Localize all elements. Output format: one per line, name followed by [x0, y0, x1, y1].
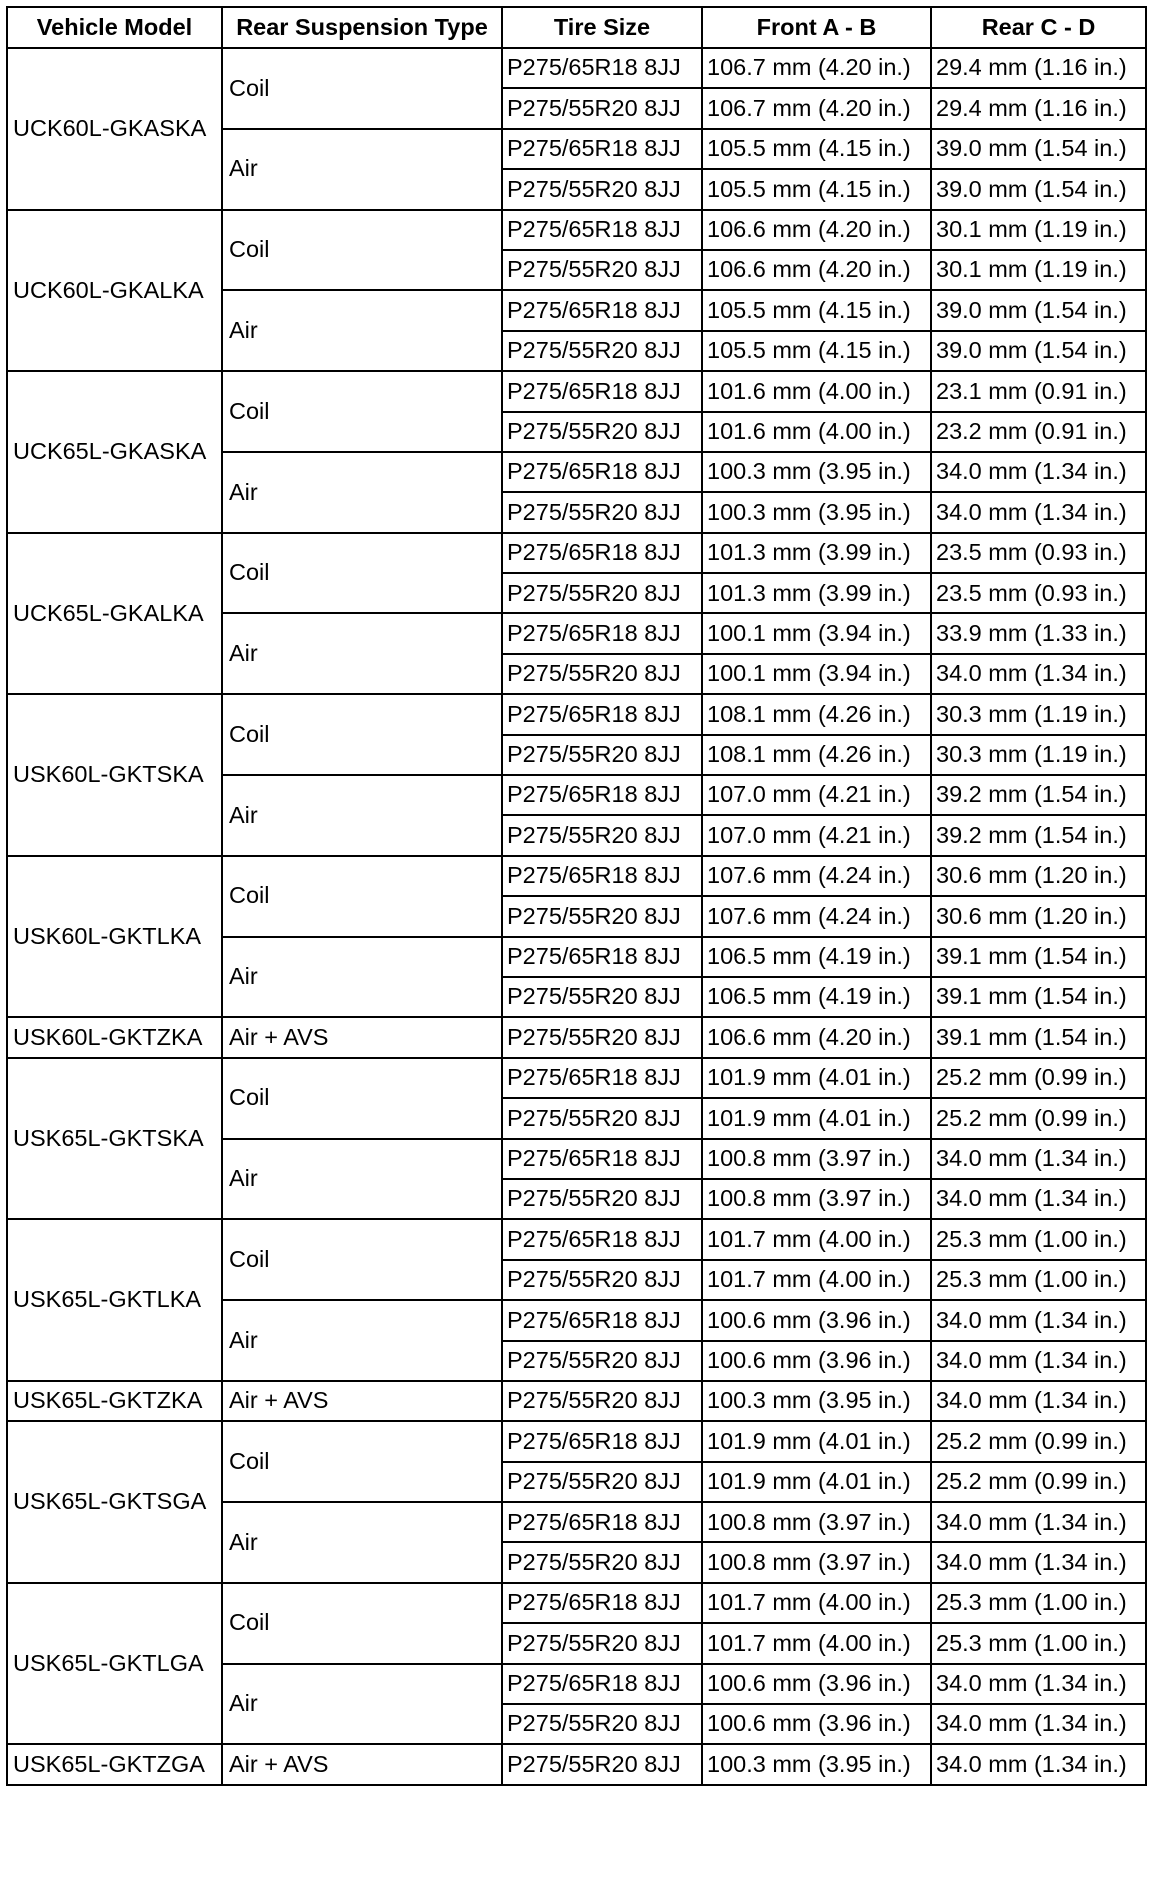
- front-a-b-cell: 106.6 mm (4.20 in.): [702, 1017, 931, 1057]
- rear-c-d-cell: 34.0 mm (1.34 in.): [931, 1502, 1146, 1542]
- rear-c-d-cell: 29.4 mm (1.16 in.): [931, 88, 1146, 128]
- tire-size-cell: P275/65R18 8JJ: [502, 210, 702, 250]
- front-a-b-cell: 101.7 mm (4.00 in.): [702, 1583, 931, 1623]
- table-row: [7, 1421, 1146, 1461]
- rear-c-d-cell: 34.0 mm (1.34 in.): [931, 492, 1146, 532]
- rear-c-d-cell: 39.1 mm (1.54 in.): [931, 977, 1146, 1017]
- front-a-b-cell: 106.6 mm (4.20 in.): [702, 250, 931, 290]
- front-a-b-cell: 101.9 mm (4.01 in.): [702, 1421, 931, 1461]
- front-a-b-cell: 108.1 mm (4.26 in.): [702, 735, 931, 775]
- suspension-type-cell: Coil: [222, 1058, 502, 1139]
- front-a-b-cell: 100.3 mm (3.95 in.): [702, 492, 931, 532]
- vehicle-model-cell: USK65L-GKTSKA: [7, 1058, 222, 1220]
- rear-c-d-cell: 39.0 mm (1.54 in.): [931, 331, 1146, 371]
- front-a-b-cell: 101.6 mm (4.00 in.): [702, 371, 931, 411]
- front-a-b-cell: 106.5 mm (4.19 in.): [702, 977, 931, 1017]
- suspension-type-cell: Air: [222, 1300, 502, 1381]
- rear-c-d-cell: 34.0 mm (1.34 in.): [931, 1381, 1146, 1421]
- tire-size-cell: P275/55R20 8JJ: [502, 977, 702, 1017]
- tire-size-cell: P275/65R18 8JJ: [502, 1664, 702, 1704]
- front-a-b-cell: 107.6 mm (4.24 in.): [702, 856, 931, 896]
- front-a-b-cell: 100.3 mm (3.95 in.): [702, 1381, 931, 1421]
- tire-size-cell: P275/55R20 8JJ: [502, 1744, 702, 1784]
- front-a-b-cell: 105.5 mm (4.15 in.): [702, 290, 931, 330]
- vehicle-model-cell: UCK65L-GKALKA: [7, 533, 222, 695]
- table-row: [7, 1058, 1146, 1098]
- front-a-b-cell: 100.3 mm (3.95 in.): [702, 1744, 931, 1784]
- tire-size-cell: P275/55R20 8JJ: [502, 1260, 702, 1300]
- front-a-b-cell: 101.9 mm (4.01 in.): [702, 1462, 931, 1502]
- suspension-type-cell: Air: [222, 452, 502, 533]
- table-header: [7, 7, 1146, 48]
- table-row: [7, 210, 1146, 250]
- rear-c-d-cell: 30.6 mm (1.20 in.): [931, 896, 1146, 936]
- suspension-type-cell: Air + AVS: [222, 1017, 502, 1057]
- rear-c-d-cell: 39.2 mm (1.54 in.): [931, 815, 1146, 855]
- front-a-b-cell: 100.1 mm (3.94 in.): [702, 654, 931, 694]
- front-a-b-cell: 100.6 mm (3.96 in.): [702, 1300, 931, 1340]
- tire-size-cell: P275/55R20 8JJ: [502, 654, 702, 694]
- rear-c-d-cell: 34.0 mm (1.34 in.): [931, 452, 1146, 492]
- front-a-b-cell: 100.8 mm (3.97 in.): [702, 1179, 931, 1219]
- rear-c-d-cell: 39.0 mm (1.54 in.): [931, 169, 1146, 209]
- front-a-b-cell: 106.7 mm (4.20 in.): [702, 88, 931, 128]
- front-a-b-cell: 100.6 mm (3.96 in.): [702, 1341, 931, 1381]
- tire-size-cell: P275/55R20 8JJ: [502, 815, 702, 855]
- vehicle-model-cell: USK65L-GKTSGA: [7, 1421, 222, 1583]
- tire-size-cell: P275/65R18 8JJ: [502, 371, 702, 411]
- tire-size-cell: P275/65R18 8JJ: [502, 533, 702, 573]
- front-a-b-cell: 107.6 mm (4.24 in.): [702, 896, 931, 936]
- rear-c-d-cell: 30.1 mm (1.19 in.): [931, 210, 1146, 250]
- rear-c-d-cell: 39.2 mm (1.54 in.): [931, 775, 1146, 815]
- rear-c-d-cell: 23.5 mm (0.93 in.): [931, 533, 1146, 573]
- front-a-b-cell: 100.3 mm (3.95 in.): [702, 452, 931, 492]
- table-row: [7, 1744, 1146, 1784]
- header-vehicle-model: Vehicle Model: [7, 7, 222, 48]
- front-a-b-cell: 101.7 mm (4.00 in.): [702, 1219, 931, 1259]
- tire-size-cell: P275/65R18 8JJ: [502, 1058, 702, 1098]
- rear-c-d-cell: 39.1 mm (1.54 in.): [931, 937, 1146, 977]
- tire-size-cell: P275/55R20 8JJ: [502, 331, 702, 371]
- rear-c-d-cell: 23.5 mm (0.93 in.): [931, 573, 1146, 613]
- front-a-b-cell: 107.0 mm (4.21 in.): [702, 815, 931, 855]
- tire-size-cell: P275/55R20 8JJ: [502, 169, 702, 209]
- tire-size-cell: P275/55R20 8JJ: [502, 492, 702, 532]
- suspension-type-cell: Air: [222, 775, 502, 856]
- vehicle-model-cell: USK60L-GKTZKA: [7, 1017, 222, 1057]
- vehicle-model-cell: USK65L-GKTZGA: [7, 1744, 222, 1784]
- front-a-b-cell: 105.5 mm (4.15 in.): [702, 331, 931, 371]
- front-a-b-cell: 101.9 mm (4.01 in.): [702, 1058, 931, 1098]
- table-row: [7, 856, 1146, 896]
- tire-size-cell: P275/55R20 8JJ: [502, 412, 702, 452]
- vehicle-model-cell: UCK60L-GKALKA: [7, 210, 222, 372]
- tire-size-cell: P275/65R18 8JJ: [502, 290, 702, 330]
- front-a-b-cell: 106.5 mm (4.19 in.): [702, 937, 931, 977]
- vehicle-model-cell: UCK65L-GKASKA: [7, 371, 222, 533]
- tire-size-cell: P275/55R20 8JJ: [502, 1542, 702, 1582]
- tire-size-cell: P275/55R20 8JJ: [502, 88, 702, 128]
- spec-table: [6, 6, 1147, 1786]
- front-a-b-cell: 100.8 mm (3.97 in.): [702, 1502, 931, 1542]
- tire-size-cell: P275/65R18 8JJ: [502, 937, 702, 977]
- header-row: [7, 7, 1146, 48]
- header-front-a-b: Front A - B: [702, 7, 931, 48]
- suspension-type-cell: Coil: [222, 1583, 502, 1664]
- suspension-type-cell: Coil: [222, 533, 502, 614]
- suspension-type-cell: Coil: [222, 210, 502, 291]
- rear-c-d-cell: 30.1 mm (1.19 in.): [931, 250, 1146, 290]
- tire-size-cell: P275/65R18 8JJ: [502, 452, 702, 492]
- front-a-b-cell: 100.6 mm (3.96 in.): [702, 1704, 931, 1744]
- front-a-b-cell: 106.7 mm (4.20 in.): [702, 48, 931, 88]
- table-body: [7, 48, 1146, 1785]
- rear-c-d-cell: 34.0 mm (1.34 in.): [931, 1542, 1146, 1582]
- table-row: [7, 371, 1146, 411]
- front-a-b-cell: 100.1 mm (3.94 in.): [702, 613, 931, 653]
- table-row: [7, 1381, 1146, 1421]
- vehicle-model-cell: USK65L-GKTLGA: [7, 1583, 222, 1745]
- rear-c-d-cell: 25.3 mm (1.00 in.): [931, 1583, 1146, 1623]
- rear-c-d-cell: 34.0 mm (1.34 in.): [931, 1179, 1146, 1219]
- front-a-b-cell: 101.7 mm (4.00 in.): [702, 1623, 931, 1663]
- front-a-b-cell: 106.6 mm (4.20 in.): [702, 210, 931, 250]
- rear-c-d-cell: 25.2 mm (0.99 in.): [931, 1058, 1146, 1098]
- table-row: [7, 533, 1146, 573]
- rear-c-d-cell: 29.4 mm (1.16 in.): [931, 48, 1146, 88]
- tire-size-cell: P275/65R18 8JJ: [502, 613, 702, 653]
- rear-c-d-cell: 39.0 mm (1.54 in.): [931, 290, 1146, 330]
- tire-size-cell: P275/65R18 8JJ: [502, 129, 702, 169]
- suspension-type-cell: Coil: [222, 371, 502, 452]
- rear-c-d-cell: 39.1 mm (1.54 in.): [931, 1017, 1146, 1057]
- tire-size-cell: P275/65R18 8JJ: [502, 1219, 702, 1259]
- suspension-type-cell: Air: [222, 613, 502, 694]
- tire-size-cell: P275/55R20 8JJ: [502, 250, 702, 290]
- suspension-type-cell: Air: [222, 937, 502, 1018]
- vehicle-model-cell: USK65L-GKTLKA: [7, 1219, 222, 1381]
- tire-size-cell: P275/65R18 8JJ: [502, 48, 702, 88]
- header-rear-c-d: Rear C - D: [931, 7, 1146, 48]
- table-row: [7, 1219, 1146, 1259]
- rear-c-d-cell: 34.0 mm (1.34 in.): [931, 1744, 1146, 1784]
- table-row: [7, 694, 1146, 734]
- table-row: [7, 1583, 1146, 1623]
- rear-c-d-cell: 33.9 mm (1.33 in.): [931, 613, 1146, 653]
- rear-c-d-cell: 23.1 mm (0.91 in.): [931, 371, 1146, 411]
- table-row: [7, 48, 1146, 88]
- tire-size-cell: P275/55R20 8JJ: [502, 735, 702, 775]
- front-a-b-cell: 101.6 mm (4.00 in.): [702, 412, 931, 452]
- tire-size-cell: P275/55R20 8JJ: [502, 1462, 702, 1502]
- suspension-type-cell: Air: [222, 129, 502, 210]
- suspension-type-cell: Coil: [222, 856, 502, 937]
- header-tire-size: Tire Size: [502, 7, 702, 48]
- rear-c-d-cell: 25.3 mm (1.00 in.): [931, 1623, 1146, 1663]
- front-a-b-cell: 100.8 mm (3.97 in.): [702, 1542, 931, 1582]
- tire-size-cell: P275/55R20 8JJ: [502, 1017, 702, 1057]
- suspension-type-cell: Coil: [222, 1421, 502, 1502]
- rear-c-d-cell: 30.6 mm (1.20 in.): [931, 856, 1146, 896]
- vehicle-model-cell: UCK60L-GKASKA: [7, 48, 222, 210]
- rear-c-d-cell: 34.0 mm (1.34 in.): [931, 654, 1146, 694]
- front-a-b-cell: 100.8 mm (3.97 in.): [702, 1139, 931, 1179]
- tire-size-cell: P275/55R20 8JJ: [502, 1704, 702, 1744]
- rear-c-d-cell: 25.2 mm (0.99 in.): [931, 1098, 1146, 1138]
- rear-c-d-cell: 25.3 mm (1.00 in.): [931, 1260, 1146, 1300]
- front-a-b-cell: 105.5 mm (4.15 in.): [702, 169, 931, 209]
- suspension-type-cell: Coil: [222, 694, 502, 775]
- rear-c-d-cell: 34.0 mm (1.34 in.): [931, 1664, 1146, 1704]
- suspension-type-cell: Air: [222, 1139, 502, 1220]
- front-a-b-cell: 108.1 mm (4.26 in.): [702, 694, 931, 734]
- vehicle-model-cell: USK60L-GKTLKA: [7, 856, 222, 1018]
- rear-c-d-cell: 25.2 mm (0.99 in.): [931, 1421, 1146, 1461]
- tire-size-cell: P275/55R20 8JJ: [502, 1623, 702, 1663]
- tire-size-cell: P275/65R18 8JJ: [502, 1502, 702, 1542]
- suspension-type-cell: Air + AVS: [222, 1381, 502, 1421]
- rear-c-d-cell: 23.2 mm (0.91 in.): [931, 412, 1146, 452]
- tire-size-cell: P275/55R20 8JJ: [502, 1381, 702, 1421]
- tire-size-cell: P275/65R18 8JJ: [502, 856, 702, 896]
- front-a-b-cell: 101.3 mm (3.99 in.): [702, 533, 931, 573]
- tire-size-cell: P275/55R20 8JJ: [502, 896, 702, 936]
- rear-c-d-cell: 25.3 mm (1.00 in.): [931, 1219, 1146, 1259]
- tire-size-cell: P275/65R18 8JJ: [502, 1583, 702, 1623]
- tire-size-cell: P275/55R20 8JJ: [502, 1098, 702, 1138]
- tire-size-cell: P275/55R20 8JJ: [502, 1341, 702, 1381]
- suspension-type-cell: Air: [222, 1664, 502, 1745]
- suspension-type-cell: Air + AVS: [222, 1744, 502, 1784]
- tire-size-cell: P275/55R20 8JJ: [502, 573, 702, 613]
- tire-size-cell: P275/65R18 8JJ: [502, 1139, 702, 1179]
- header-rear-suspension-type: Rear Suspension Type: [222, 7, 502, 48]
- tire-size-cell: P275/65R18 8JJ: [502, 1421, 702, 1461]
- rear-c-d-cell: 34.0 mm (1.34 in.): [931, 1300, 1146, 1340]
- suspension-type-cell: Air: [222, 1502, 502, 1583]
- rear-c-d-cell: 34.0 mm (1.34 in.): [931, 1704, 1146, 1744]
- suspension-type-cell: Air: [222, 290, 502, 371]
- suspension-type-cell: Coil: [222, 48, 502, 129]
- rear-c-d-cell: 25.2 mm (0.99 in.): [931, 1462, 1146, 1502]
- vehicle-model-cell: USK65L-GKTZKA: [7, 1381, 222, 1421]
- rear-c-d-cell: 34.0 mm (1.34 in.): [931, 1139, 1146, 1179]
- front-a-b-cell: 101.3 mm (3.99 in.): [702, 573, 931, 613]
- tire-size-cell: P275/65R18 8JJ: [502, 1300, 702, 1340]
- tire-size-cell: P275/65R18 8JJ: [502, 775, 702, 815]
- front-a-b-cell: 101.9 mm (4.01 in.): [702, 1098, 931, 1138]
- front-a-b-cell: 107.0 mm (4.21 in.): [702, 775, 931, 815]
- front-a-b-cell: 101.7 mm (4.00 in.): [702, 1260, 931, 1300]
- rear-c-d-cell: 34.0 mm (1.34 in.): [931, 1341, 1146, 1381]
- tire-size-cell: P275/55R20 8JJ: [502, 1179, 702, 1219]
- vehicle-model-cell: USK60L-GKTSKA: [7, 694, 222, 856]
- rear-c-d-cell: 30.3 mm (1.19 in.): [931, 735, 1146, 775]
- rear-c-d-cell: 30.3 mm (1.19 in.): [931, 694, 1146, 734]
- table-row: [7, 1017, 1146, 1057]
- suspension-type-cell: Coil: [222, 1219, 502, 1300]
- front-a-b-cell: 100.6 mm (3.96 in.): [702, 1664, 931, 1704]
- tire-size-cell: P275/65R18 8JJ: [502, 694, 702, 734]
- rear-c-d-cell: 39.0 mm (1.54 in.): [931, 129, 1146, 169]
- front-a-b-cell: 105.5 mm (4.15 in.): [702, 129, 931, 169]
